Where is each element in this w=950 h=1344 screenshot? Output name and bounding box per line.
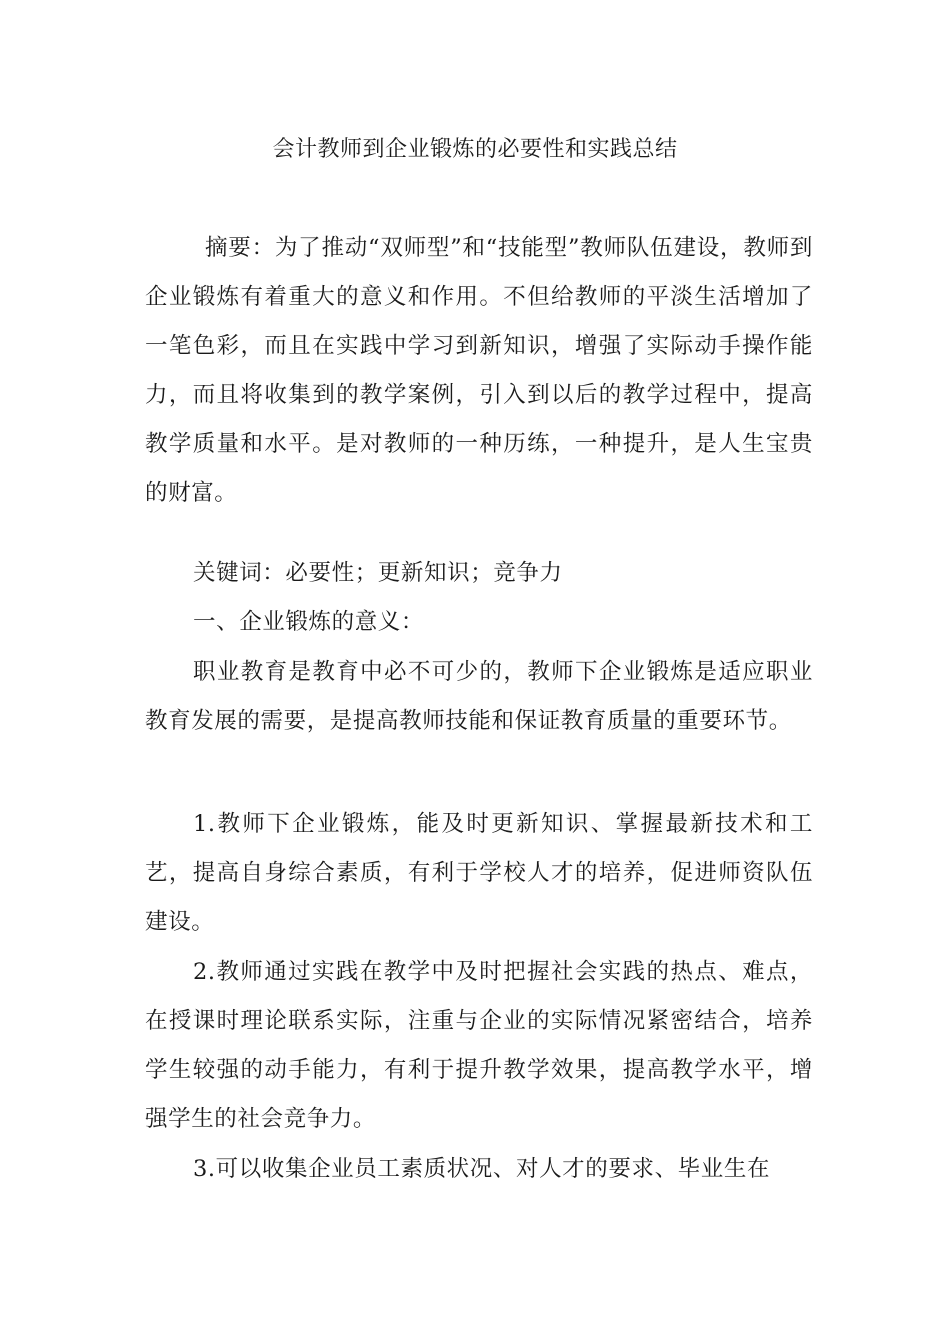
abstract-paragraph: 摘要：为了推动“双师型”和“技能型”教师队伍建设，教师到企业锻炼有着重大的意义和作用。不但给教师的平淡生活增加了一笔色彩，而且在实践中学习到新知识，增强了实际动手操作能力，而且将收集到的教学案例，引入到以后的教学过程中，提高教学质量和水平。是对教师的一种历练，一种提升，是人生宝贵的财富。	[145, 235, 813, 506]
list-item-1: 1.教师下企业锻炼，能及时更新知识、掌握最新技术和工艺，提高自身综合素质，有利于学校人才的培养，促进师资队伍建设。	[145, 811, 813, 935]
keywords-line: 关键词：必要性；更新知识；竞争力	[193, 560, 563, 586]
section-heading: 一、企业锻炼的意义：	[193, 609, 425, 635]
document-title: 会计教师到企业锻炼的必要性和实践总结	[272, 137, 678, 162]
list-item-3: 3.可以收集企业员工素质状况、对人才的要求、毕业生在	[193, 1156, 771, 1182]
list-item-2: 2.教师通过实践在教学中及时把握社会实践的热点、难点，在授课时理论联系实际，注重与企业的实际情况紧密结合，培养学生较强的动手能力，有利于提升教学效果，提高教学水平，增强学生的社会竞争力。	[145, 959, 813, 1132]
section-intro-paragraph: 职业教育是教育中必不可少的，教师下企业锻炼是适应职业教育发展的需要，是提高教师技能和保证教育质量的重要环节。	[145, 659, 813, 734]
